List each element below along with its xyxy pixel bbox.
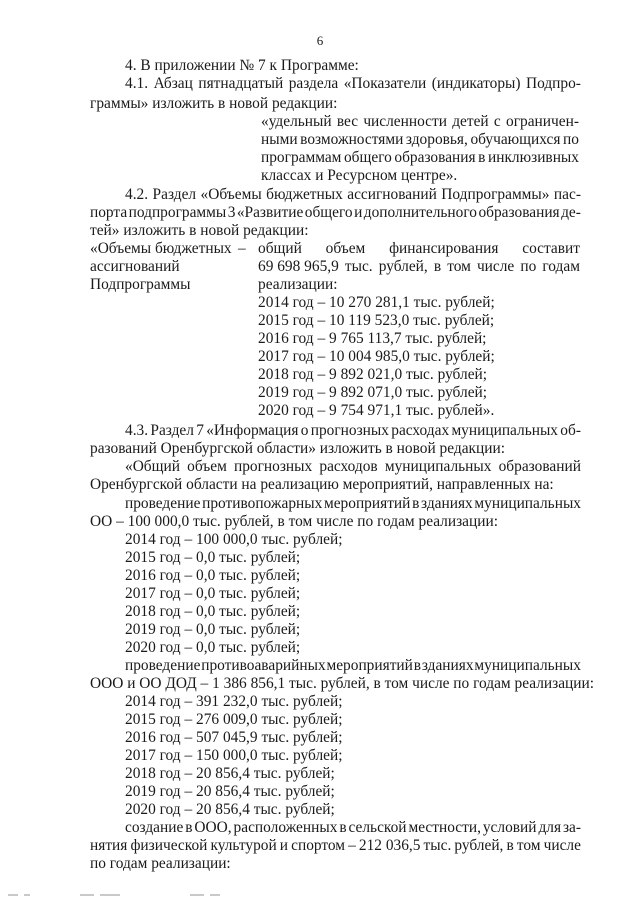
word: составит bbox=[522, 240, 580, 257]
word: в bbox=[413, 657, 422, 674]
rural-sport-line-1 bbox=[125, 819, 581, 837]
word: финансирования bbox=[389, 240, 499, 257]
indicator-quote-line-4: классах и Ресурсном центре». bbox=[261, 167, 458, 184]
page-number: 6 bbox=[316, 33, 324, 48]
word: образования bbox=[394, 149, 476, 166]
rural-sport-line-2 bbox=[90, 837, 581, 855]
emergency-year-2014: 2014 год – 391 232,0 тыс. рублей; bbox=[125, 693, 343, 710]
word: общего bbox=[304, 204, 353, 221]
word: расположенных bbox=[233, 819, 338, 836]
word: условий bbox=[482, 819, 537, 836]
word: в bbox=[185, 819, 193, 836]
word: Раздел bbox=[150, 422, 194, 439]
word: 69 698 965,9 bbox=[258, 258, 339, 275]
word: образований bbox=[498, 458, 581, 475]
word: за- bbox=[562, 819, 581, 836]
word: годам bbox=[542, 258, 580, 275]
emergency-year-2020: 2020 год – 20 856,4 тыс. рублей; bbox=[125, 801, 335, 818]
word: сельской bbox=[348, 819, 407, 836]
word: 4.2. bbox=[125, 186, 149, 203]
word: бюджетных bbox=[266, 186, 343, 203]
word: тыс. bbox=[344, 258, 373, 275]
word: спортом bbox=[291, 837, 346, 854]
word: в bbox=[478, 149, 486, 166]
word: о bbox=[300, 422, 309, 439]
passport-year-2020: 2020 год – 9 754 971,1 тыс. рублей». bbox=[258, 402, 495, 419]
fire-year-2020: 2020 год – 0,0 тыс. рублей; bbox=[125, 639, 301, 656]
emergency-year-2017: 2017 год – 150 000,0 тыс. рублей; bbox=[125, 747, 343, 764]
section-4-3-line-3 bbox=[125, 458, 581, 476]
emergency-line-1 bbox=[125, 657, 581, 675]
fire-year-2016: 2016 год – 0,0 тыс. рублей; bbox=[125, 567, 301, 584]
passport-year-2018: 2018 год – 9 892 021,0 тыс. рублей; bbox=[258, 366, 488, 383]
rural-sport-line-3: по годам реализации: bbox=[90, 855, 231, 872]
passport-right-line-1 bbox=[258, 240, 580, 258]
word: культурой bbox=[210, 837, 277, 854]
word: в bbox=[339, 819, 347, 836]
word: расходах bbox=[391, 422, 450, 439]
passport-year-2016: 2016 год – 9 765 113,7 тыс. рублей; bbox=[258, 330, 487, 347]
word: расходов bbox=[319, 458, 378, 475]
section-4-2-line-2 bbox=[90, 204, 581, 222]
word: муниципальных bbox=[451, 422, 558, 439]
word: и bbox=[354, 204, 363, 221]
word: в bbox=[412, 495, 420, 512]
word: здоровья, bbox=[405, 131, 468, 148]
word: инклюзивных bbox=[487, 149, 579, 166]
indicator-quote-line-3 bbox=[261, 149, 579, 167]
word: об- bbox=[560, 422, 581, 439]
word: противоаварийных bbox=[201, 657, 326, 674]
section-4-3-line-1 bbox=[125, 422, 581, 440]
word: зданиях bbox=[421, 657, 474, 674]
word: в bbox=[433, 258, 442, 275]
word: порта bbox=[90, 204, 128, 221]
word: 7 bbox=[196, 422, 204, 439]
word: ООО, bbox=[194, 819, 232, 836]
word: программам bbox=[261, 149, 342, 166]
fire-safety-line-1 bbox=[125, 495, 581, 513]
word: численности bbox=[363, 113, 447, 130]
word: физической bbox=[130, 837, 208, 854]
word: вес bbox=[336, 113, 359, 130]
emergency-year-2018: 2018 год – 20 856,4 тыс. рублей; bbox=[125, 765, 335, 782]
word: «Показатели bbox=[343, 75, 427, 92]
word: ными bbox=[261, 131, 298, 148]
word: Раздел bbox=[152, 186, 197, 203]
word: муниципальных bbox=[474, 495, 581, 512]
section-4-2-line-1 bbox=[125, 186, 581, 204]
word: 4.3. bbox=[125, 422, 149, 439]
word: детей bbox=[452, 113, 489, 130]
fire-year-2018: 2018 год – 0,0 тыс. рублей; bbox=[125, 603, 301, 620]
word: пас- bbox=[553, 186, 581, 203]
word: зданиях bbox=[421, 495, 473, 512]
passport-year-2017: 2017 год – 10 004 985,0 тыс. рублей; bbox=[258, 348, 495, 365]
section-4-1-line-1 bbox=[125, 75, 581, 93]
word: обучающихся bbox=[470, 131, 561, 148]
word: 4.1. bbox=[125, 75, 149, 92]
word: мероприятий bbox=[323, 495, 411, 512]
passport-dash: – bbox=[238, 240, 246, 257]
fire-year-2015: 2015 год – 0,0 тыс. рублей; bbox=[125, 549, 301, 566]
word: подпрограммы bbox=[128, 204, 227, 221]
scan-footer-marks bbox=[8, 894, 226, 898]
word: пятнадцатый bbox=[198, 75, 284, 92]
word: и bbox=[279, 837, 289, 854]
word: «Развитие bbox=[236, 204, 304, 221]
passport-left-line-2: ассигнований bbox=[90, 258, 180, 275]
word: Подпро- bbox=[525, 75, 581, 92]
word: 3 bbox=[227, 204, 236, 221]
passport-year-2014: 2014 год – 10 270 281,1 тыс. рублей; bbox=[258, 294, 495, 311]
passport-right-line-3: реализации: bbox=[258, 276, 338, 293]
word: рублей, bbox=[378, 258, 428, 275]
word: проведение bbox=[125, 495, 201, 512]
word: «Информация bbox=[206, 422, 299, 439]
passport-year-2015: 2015 год – 10 119 523,0 тыс. рублей; bbox=[258, 312, 495, 329]
word: де- bbox=[561, 204, 581, 221]
word: том bbox=[447, 258, 471, 275]
indicator-quote-line-1 bbox=[261, 113, 579, 131]
fire-year-2017: 2017 год – 0,0 тыс. рублей; bbox=[125, 585, 301, 602]
fire-year-2014: 2014 год – 100 000,0 тыс. рублей; bbox=[125, 531, 343, 548]
emergency-year-2019: 2019 год – 20 856,4 тыс. рублей; bbox=[125, 783, 335, 800]
word: том bbox=[516, 837, 541, 854]
word: общий bbox=[258, 240, 302, 257]
word: – bbox=[348, 837, 356, 854]
word: общего bbox=[343, 149, 392, 166]
word: рублей, bbox=[454, 837, 504, 854]
emergency-year-2015: 2015 год – 276 009,0 тыс. рублей; bbox=[125, 711, 343, 728]
passport-left-line-3: Подпрограммы bbox=[90, 276, 191, 293]
word: тыс. bbox=[423, 837, 452, 854]
section-4-heading: 4. В приложении № 7 к Программе: bbox=[125, 57, 359, 74]
word: «Объемы bbox=[200, 186, 262, 203]
section-4-3-line-4: Оренбургской области на реализацию мероприятий, направленных на: bbox=[90, 476, 554, 493]
word: муниципальных bbox=[384, 458, 492, 475]
emergency-year-2016: 2016 год – 507 045,9 тыс. рублей; bbox=[125, 729, 343, 746]
passport-left-line-1: «Объемы бюджетных bbox=[90, 240, 232, 257]
word: «Общий bbox=[125, 458, 180, 475]
emergency-line-2: ООО и ОО ДОД – 1 386 856,1 тыс. рублей, в том числе по годам реализации: bbox=[90, 675, 595, 692]
section-4-1-line-2: граммы» изложить в новой редакции: bbox=[90, 95, 338, 112]
word: создание bbox=[125, 819, 184, 836]
word: по bbox=[520, 258, 537, 275]
word: нятия bbox=[90, 837, 128, 854]
word: Подпрограммы» bbox=[441, 186, 550, 203]
word: возможностями bbox=[300, 131, 404, 148]
passport-right-line-2 bbox=[258, 258, 580, 276]
word: Абзац bbox=[153, 75, 193, 92]
word: дополнительного bbox=[363, 204, 477, 221]
section-4-3-line-2: разований Оренбургской области» изложить в новой редакции: bbox=[90, 440, 505, 457]
fire-safety-line-2: ОО – 100 000,0 тыс. рублей, в том числе по годам реализации: bbox=[90, 513, 498, 530]
word: по bbox=[563, 131, 579, 148]
word: числе bbox=[476, 258, 515, 275]
word: муниципальных bbox=[474, 657, 581, 674]
word: ограничен- bbox=[506, 113, 579, 130]
word: числе bbox=[543, 837, 581, 854]
word: образования bbox=[478, 204, 560, 221]
fire-year-2019: 2019 год – 0,0 тыс. рублей; bbox=[125, 621, 301, 638]
word: ассигнований bbox=[347, 186, 437, 203]
word: «удельный bbox=[261, 113, 332, 130]
section-4-2-line-3: тей» изложить в новой редакции: bbox=[90, 222, 309, 239]
word: 212 036,5 bbox=[358, 837, 421, 854]
word: объем bbox=[187, 458, 227, 475]
word: мероприятий bbox=[326, 657, 413, 674]
word: проведение bbox=[125, 657, 201, 674]
word: раздела bbox=[288, 75, 339, 92]
word: противопожарных bbox=[202, 495, 323, 512]
word: прогнозных bbox=[310, 422, 389, 439]
word: для bbox=[538, 819, 562, 836]
passport-year-2019: 2019 год – 9 892 071,0 тыс. рублей; bbox=[258, 384, 488, 401]
word: в bbox=[506, 837, 514, 854]
word: объем bbox=[325, 240, 366, 257]
indicator-quote-line-2 bbox=[261, 131, 579, 149]
word: местности, bbox=[408, 819, 481, 836]
word: с bbox=[493, 113, 501, 130]
word: прогнозных bbox=[233, 458, 313, 475]
word: (индикаторы) bbox=[431, 75, 521, 92]
